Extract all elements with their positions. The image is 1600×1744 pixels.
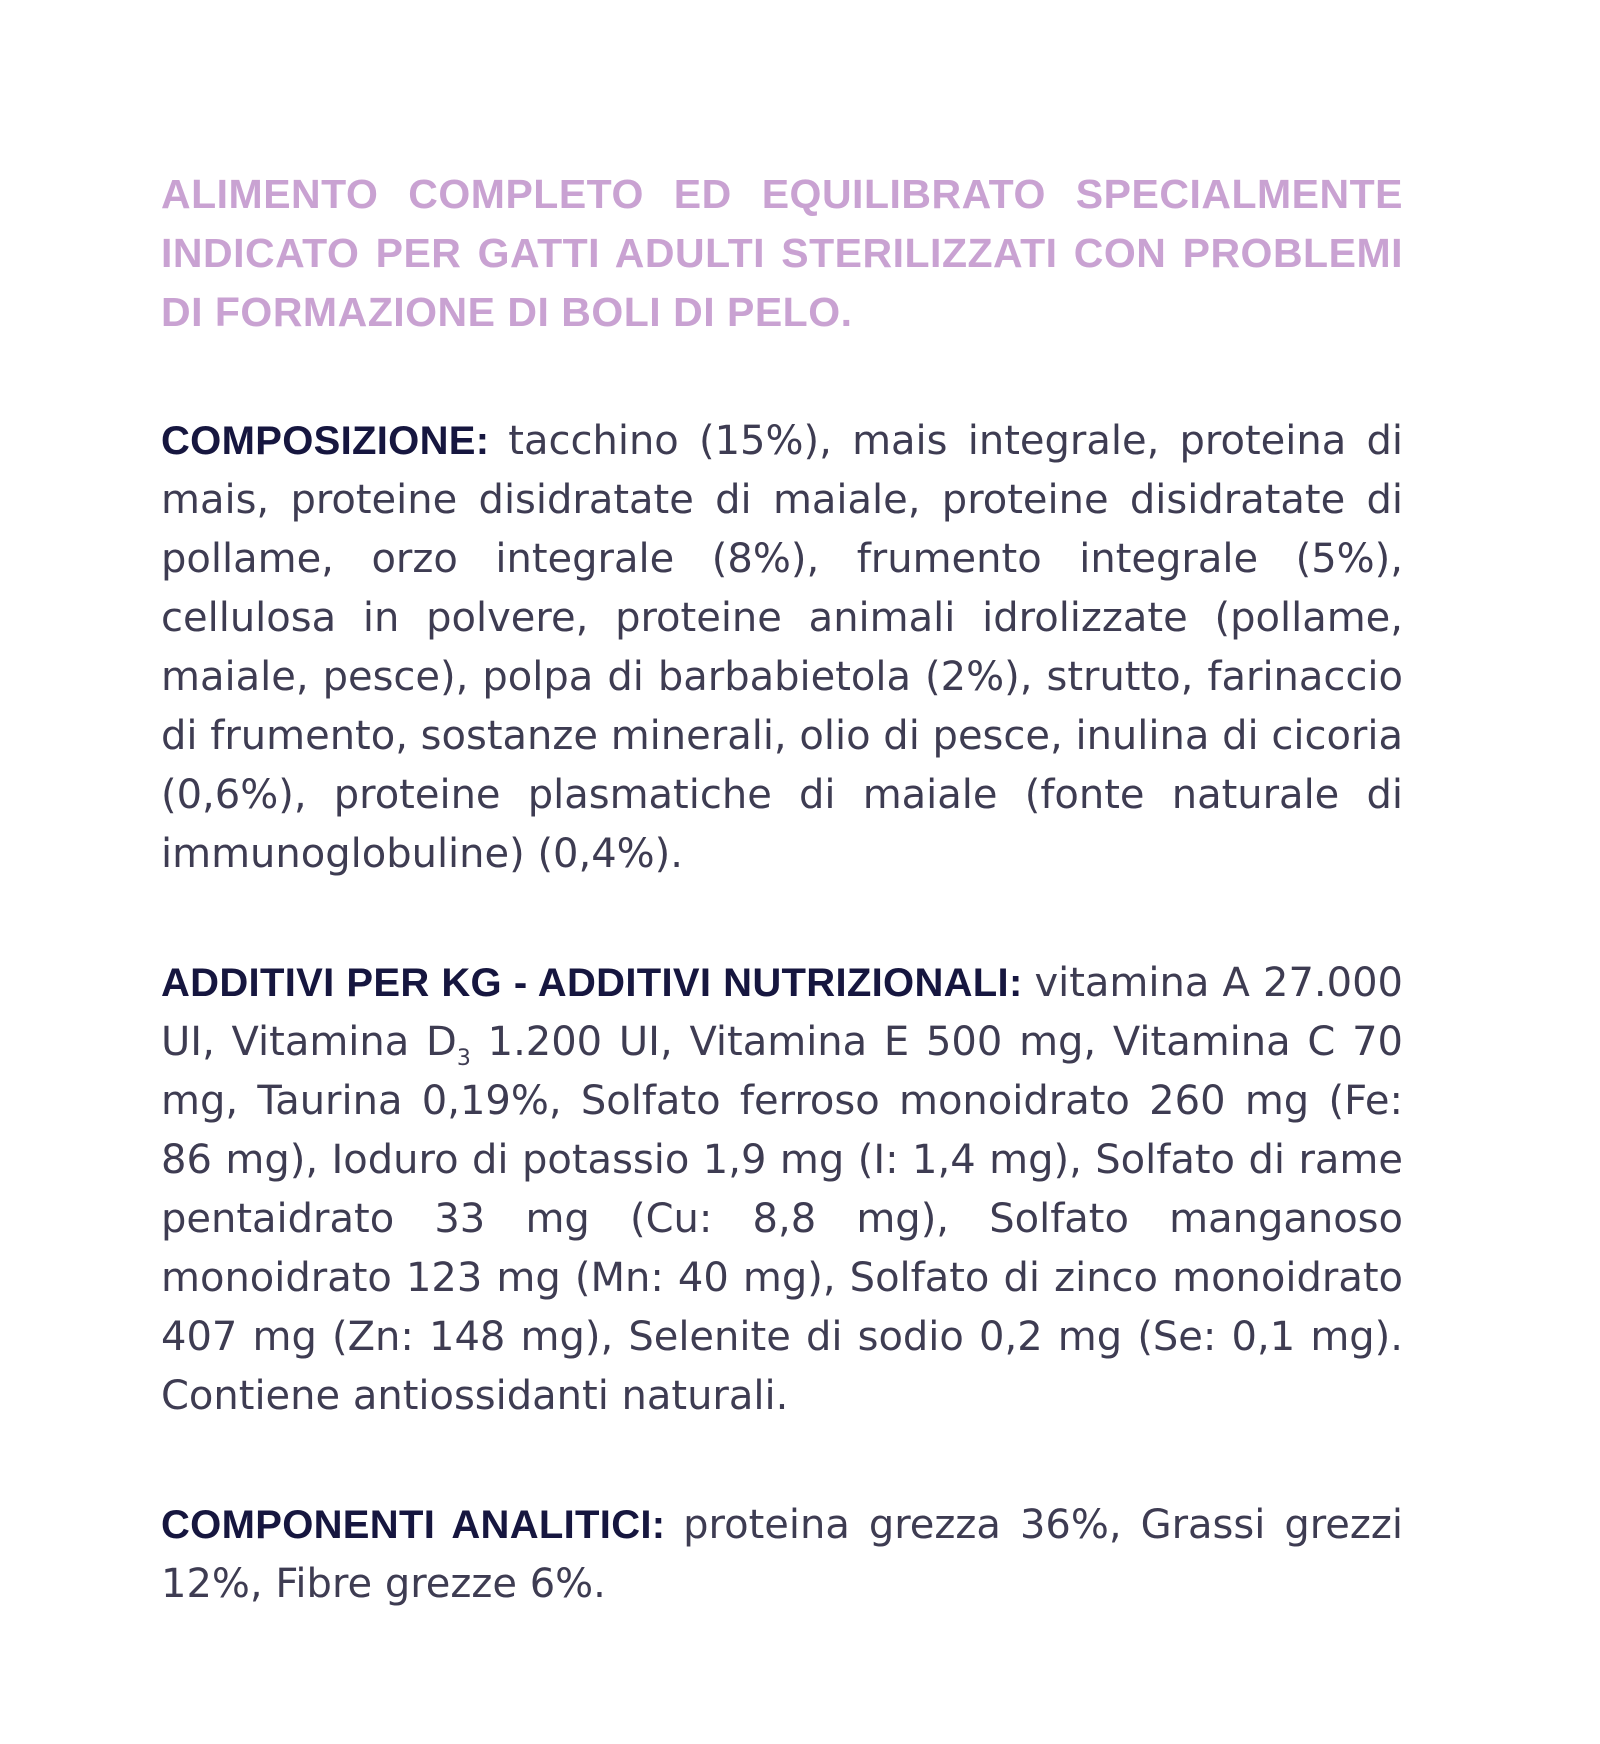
additives-text-start: vitamina A 27.000 UI, Vitamina D (161, 960, 1403, 1065)
analytical-text: proteina grezza 36%, Grassi grezzi 12%, Fibre grezze 6%. (161, 1502, 1404, 1607)
composition-section (161, 412, 1403, 884)
vitamin-d-subscript: 3 (456, 1046, 471, 1071)
additives-label: ADDITIVI PER KG - ADDITIVI NUTRIZIONALI: (161, 961, 1035, 1005)
analytical-section (161, 1496, 1403, 1614)
product-label-sheet (161, 165, 1403, 1684)
additives-section (161, 954, 1403, 1426)
composition-text: tacchino (15%), mais integrale, proteina di mais, proteine disidratate di maiale, proteine disidratate di pollame, orzo integrale (8%), frumento integrale (5%), cellulosa in polvere, proteine animali idrolizzate (pollame, maiale, pesce), polpa di barbabietola (2%), strutto, farinaccio di frumento, sostanze minerali, olio di pesce, inulina di cicoria (0,6%), proteine plasmatiche di maiale (fonte naturale di immunoglobuline) (0,4%). (161, 418, 1403, 877)
additives-text-rest: 1.200 UI, Vitamina E 500 mg, Vitamina C 70 mg, Taurina 0,19%, Solfato ferroso monoidrato 260 mg (Fe: 86 mg), Ioduro di potassio 1,9 mg (I: 1,4 mg), Solfato di rame pentaidrato 33 mg (Cu: 8,8 mg), Solfato manganoso monoidrato 123 mg (Mn: 40 mg), Solfato di zinco monoidrato 407 mg (Zn: 148 mg), Selenite di sodio 0,2 mg (Se: 0,1 mg). Contiene antiossidanti naturali. (161, 1019, 1403, 1419)
analytical-label: COMPONENTI ANALITICI: (161, 1503, 684, 1547)
product-headline: ALIMENTO COMPLETO ED EQUILIBRATO SPECIALMENTE INDICATO PER GATTI ADULTI STERILIZZATI CON PROBLEMI DI FORMAZIONE DI BOLI DI PELO. (161, 171, 1403, 335)
composition-label: COMPOSIZIONE: (161, 419, 509, 463)
